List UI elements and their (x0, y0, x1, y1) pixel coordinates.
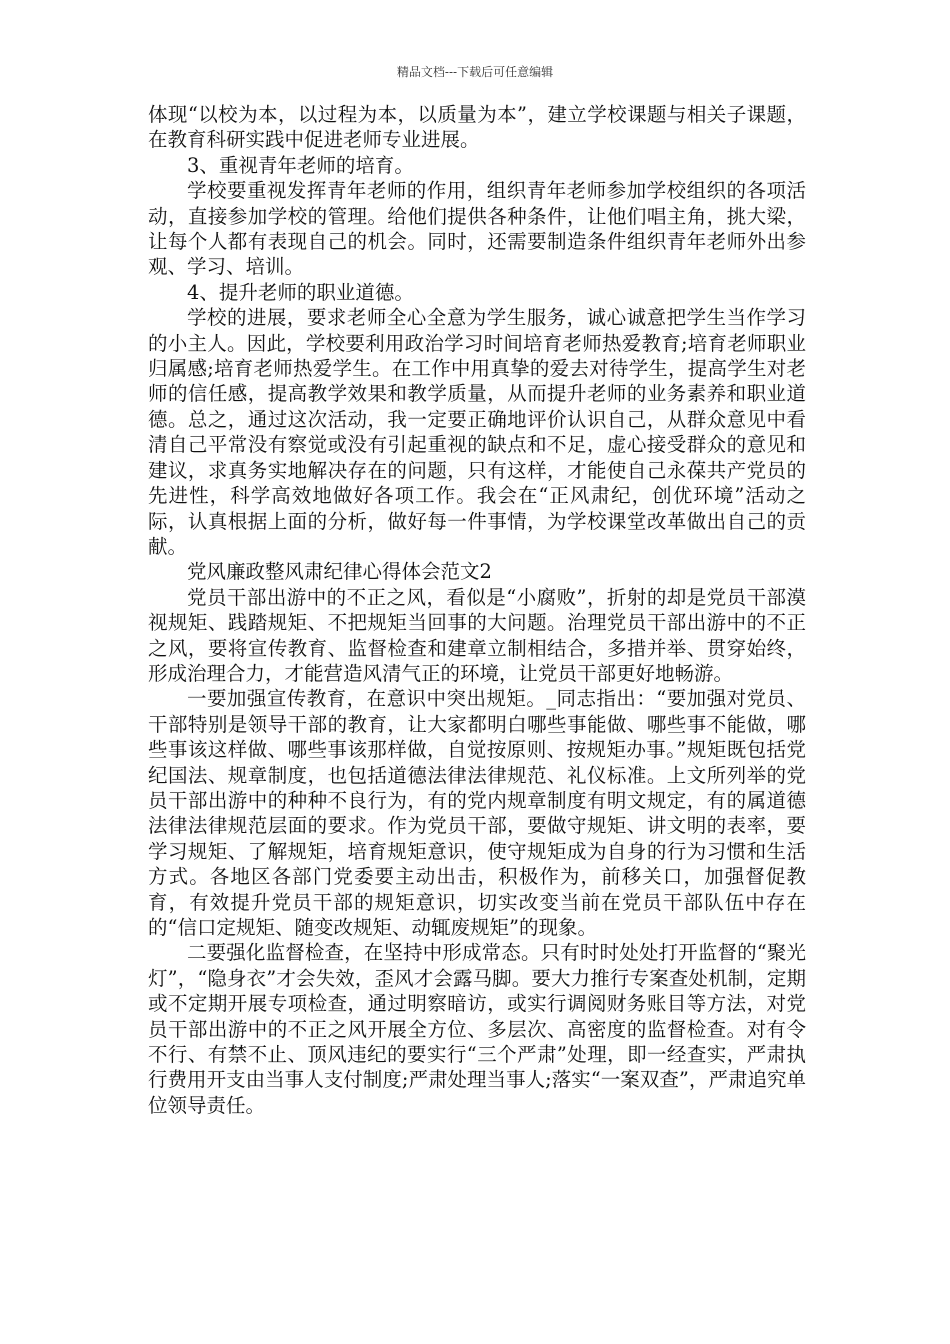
paragraph-8: 一要加强宣传教育，在意识中突出规矩。_同志指出：“要加强对党员、干部特别是领导干部的教育，让大家都明白哪些事能做、哪些事不能做，哪些事该这样做、哪些事该那样做，自觉按原则、按规矩办事。”规矩既包括党纪国法、规章制度，也包括道德法律法律规范、礼仪标准。上文所列举的党员干部出游中的种种不良行为，有的党内规章制度有明文规定，有的属道德法律法律规范层面的要求。作为党员干部，要做守规矩、讲文明的表率，要学习规矩、了解规矩，培育规矩意识，使守规矩成为自身的行为习惯和生活方式。各地区各部门党委要主动出击，积极作为，前移关口，加强督促教育，有效提升党员干部的规矩意识，切实改变当前在党员干部队伍中存在的“信口定规矩、随变改规矩、动辄废规矩”的现象。 (148, 687, 806, 939)
heading-4-professional-ethics: 4、提升老师的职业道德。 (187, 280, 414, 304)
document-body (148, 102, 806, 1118)
page-header: 精品文档---下载后可任意编辑 (396, 65, 554, 79)
paragraph-3: 学校要重视发挥青年老师的作用，组织青年老师参加学校组织的各项活动，直接参加学校的管理。给他们提供各种条件，让他们唱主角，挑大梁，让每个人都有表现自己的机会。同时，还需要制造条件组织青年老师外出参观、学习、培训。 (148, 179, 806, 279)
paragraph-7: 党员干部出游中的不正之风，看似是“小腐败”，折射的却是党员干部漠视规矩、践踏规矩、不把规矩当回事的大问题。治理党员干部出游中的不正之风，要将宣传教育、监督检查和建章立制相结合，多措并举、贯穿始终，形成治理合力，才能营造风清气正的环境，让党员干部更好地畅游。 (148, 585, 806, 685)
section-title-sample-2: 党风廉政整风肃纪律心得体会范文2 (187, 560, 492, 584)
heading-3-young-teachers: 3、重视青年老师的培育。 (187, 153, 414, 177)
paragraph-5: 学校的进展，要求老师全心全意为学生服务，诚心诚意把学生当作学习的小主人。因此，学校要利用政治学习时间培育老师热爱教育;培育老师职业归属感;培育老师热爱学生。在工作中用真挚的爱去对待学生，提高学生对老师的信任感，提高教学效果和教学质量，从而提升老师的业务素养和职业道德。总之，通过这次活动，我一定要正确地评价认识自己，从群众意见中看清自己平常没有察觉或没有引起重视的缺点和不足，虚心接受群众的意见和建议，求真务实地解决存在的问题，只有这样，才能使自己永葆共产党员的先进性，科学高效地做好各项工作。我会在“正风肃纪，创优环境”活动之际，认真根据上面的分析，做好每一件事情，为学校课堂改革做出自己的贡献。 (148, 306, 806, 558)
paragraph-1: 体现“以校为本，以过程为本，以质量为本”，建立学校课题与相关子课题，在教育科研实践中促进老师专业进展。 (148, 103, 806, 152)
paragraph-9: 二要强化监督检查，在坚持中形成常态。只有时时处处打开监督的“聚光灯”，“隐身衣”才会失效，歪风才会露马脚。要大力推行专案查处机制，定期或不定期开展专项检查，通过明察暗访，或实行调阅财务账目等方法，对党员干部出游中的不正之风开展全方位、多层次、高密度的监督检查。对有令不行、有禁不止、顶风违纪的要实行“三个严肃”处理，即一经查实，严肃执行费用开支由当事人支付制度;严肃处理当事人;落实“一案双查”，严肃追究单位领导责任。 (148, 941, 806, 1117)
